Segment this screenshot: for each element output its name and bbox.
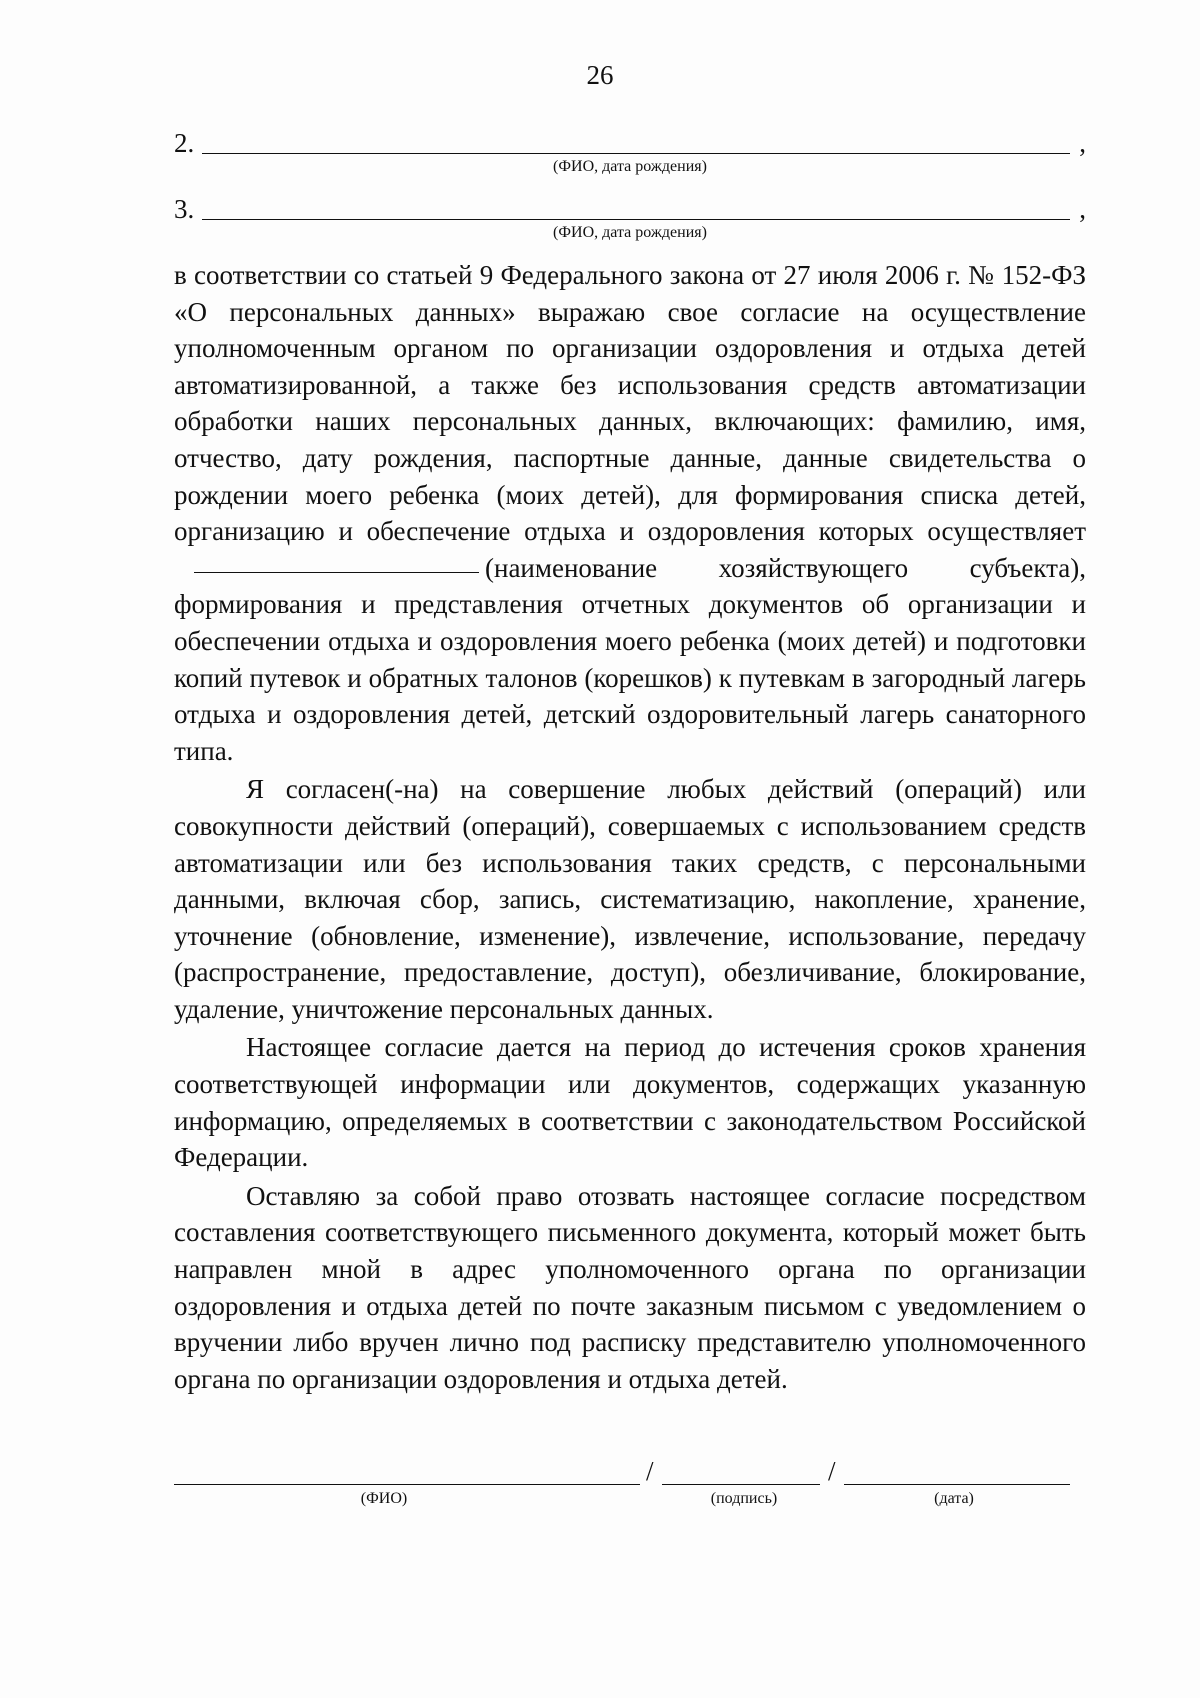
- paragraph-1-text-after-blank: (наименование хозяйствующего субъекта), формирования и представления отчетных документов об организации и обеспечении отдыха и оздоровления моего ребенка (моих детей) и подготовки копий путевок и обратных талонов (корешков) к путевкам в загородный лагерь отдыха и оздоровления детей, детский оздоровительный лагерь санаторного типа.: [174, 552, 1086, 766]
- signature-caption: (подпись): [710, 1490, 778, 1507]
- fio-line[interactable]: [174, 1484, 640, 1485]
- blank-number: 3.: [174, 194, 195, 224]
- separator-slash: /: [828, 1456, 836, 1486]
- fill-in-line[interactable]: [202, 153, 1070, 154]
- consent-paragraph-2: Я согласен(-на) на совершение любых действий (операций) или совокупности действий (операций), совершаемых с использованием средств автоматизации или без использования таких средств, с персональными данными, включая сбор, запись, систематизацию, накопление, хранение, уточнение (обновление, изменение), извлечение, использование, передачу (распространение, предоставление, доступ), обезличивание, блокирование, удаление, уничтожение персональных данных.: [174, 774, 1086, 1024]
- blank-caption: (ФИО, дата рождения): [553, 224, 707, 241]
- paragraph-1-text-before-blank: в соответствии со статьей 9 Федерального закона от 27 июля 2006 г. № 152-ФЗ «О персональных данных» выражаю свое согласие на осуществление уполномоченным органом по организации оздоровления и отдыха детей автоматизированной, а также без использования средств автоматизации обработки наших персональных данных, включающих: фамилию, имя, отчество, дату рождения, паспортные данные, данные свидетельства о рождении моего ребенка (моих детей), для формирования списка детей, организацию и обеспечение отдыха и оздоровления которых осуществляет: [174, 260, 1086, 547]
- signature-block: [174, 1456, 1070, 1516]
- person-blank-row-2: [174, 128, 1086, 188]
- separator-slash: /: [646, 1456, 654, 1486]
- consent-body: [174, 257, 1086, 1397]
- signature-line[interactable]: [662, 1484, 820, 1485]
- page-number: 26: [586, 60, 614, 90]
- blank-number: 2.: [174, 128, 195, 158]
- blank-comma: ,: [1079, 128, 1086, 158]
- blank-caption: (ФИО, дата рождения): [553, 158, 707, 175]
- consent-paragraph-3: Настоящее согласие дается на период до истечения сроков хранения соответствующей информации или документов, содержащих указанную информацию, определяемых в соответствии с законодательством Российской Федерации.: [174, 1032, 1086, 1173]
- organization-name-blank[interactable]: [194, 570, 479, 573]
- date-caption: (дата): [934, 1490, 974, 1507]
- fill-in-line[interactable]: [202, 219, 1070, 220]
- date-line[interactable]: [844, 1484, 1070, 1485]
- consent-paragraph-4: Оставляю за собой право отозвать настоящее согласие посредством составления соответствующего письменного документа, который может быть направлен мной в адрес уполномоченного органа по организации оздоровления и отдыха детей по почте заказным письмом с уведомлением о вручении либо вручен лично под расписку представителю уполномоченного органа по организации оздоровления и отдыха детей.: [174, 1180, 1086, 1394]
- person-blank-row-3: [174, 194, 1086, 254]
- consent-paragraph-1: [174, 257, 1086, 769]
- blank-comma: ,: [1079, 194, 1086, 224]
- fio-caption: (ФИО): [360, 1490, 408, 1507]
